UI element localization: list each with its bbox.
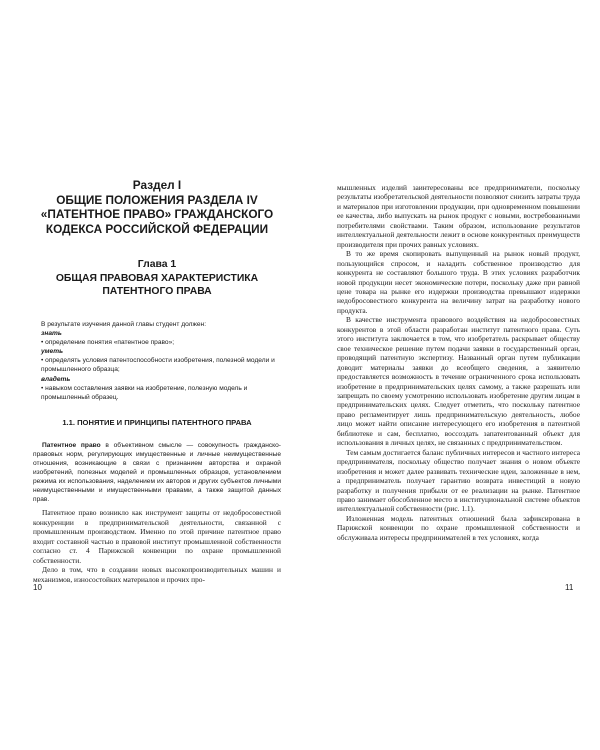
part-title-line: ОБЩИЕ ПОЛОЖЕНИЯ РАЗДЕЛА IV (56, 192, 258, 207)
body-paragraph: мышленных изделий заинтересованы все предприниматели, поскольку результаты изобретательской деятельности позволяют снизить затраты труда и материалов при изготовлении продукции, при одновременном повышении ее качества, либо выпускать на рынок продукт с новыми, востребованными потребителями свойствами. Таким образом, использование результатов интеллектуальной деятельности лежит в основе конкурентных преимуществ производителя при прочих равных условиях. (337, 183, 580, 249)
goals-able-label: уметь (41, 348, 63, 356)
right-text-column (337, 183, 580, 542)
part-title-line: «ПАТЕНТНОЕ ПРАВО» ГРАЖДАНСКОГО (40, 207, 274, 222)
section-title: 1.1. ПОНЯТИЕ И ПРИНЦИПЫ ПАТЕНТНОГО ПРАВА (62, 417, 252, 427)
chapter-title-line: ПАТЕНТНОГО ПРАВА (102, 285, 212, 297)
definition-rest: в объективном смысле — совокупность гражданско-правовых норм, регулирующих имущественные и личные неимущественные отношения, возникающие в связи с признанием авторства и охраной изобретений, полезных моделей и промышленных образцов, установлением режима их использования, наделением их авторов и других субъектов личными неимущественными и имущественными правами, а также защитой данных прав. (33, 441, 281, 504)
goals-master-item: • навыком составления заявки на изобретение, полезную модель и промышленный образец. (41, 384, 248, 401)
learning-goals (33, 320, 281, 402)
body-paragraph: В качестве инструмента правового воздействия на недобросовестных конкурентов в этой области разработан институт патентного права. Суть этого института заключается в том, что изобретатель раскрывает обществу свое техническое решение путем подачи заявки в государственный орган, проводящий патентную экспертизу. Названный орган путем публикации доводит материалы заявки до всеобщего сведения, а заявителю предоставляется возможность в течение ограниченного срока использовать изобретение в предпринимательских целях самому, а также разрешать или запрещать по своему усмотрению использовать изобретение другим лицам в предпринимательских целях. Следует отметить, что поскольку патентное право регламентирует лишь предпринимательскую деятельность, любое лицо может найти описание интересующего его изобретения в патентной библиотеке и сам, бесплатно, воссоздать запатентованный объект для использования в личных целях, не связанных с предпринимательством. (337, 315, 580, 448)
part-title (33, 178, 281, 236)
body-paragraph: Патентное право возникло как инструмент защиты от недобросовестной конкуренции в предпринимательской деятельности, связанной с промышленным производством. Именно по этой причине патентное право входит составной частью в правовой институт промышленной собственности согласно ст. 4 Парижской конвенции по охране промышленной собственности. (33, 508, 281, 565)
goals-master-label: владеть (41, 375, 71, 383)
goals-know-label: знать (41, 330, 62, 338)
right-page (300, 0, 600, 750)
definition-paragraph (33, 441, 281, 505)
page-number: 11 (565, 583, 574, 592)
chapter-title (33, 258, 281, 298)
body-paragraph: В то же время скопировать выпущенный на рынок новый продукт, пользующийся спросом, и наладить собственное производство для конкурента не составляют большого труда. В этих условиях разработчик новой продукции несет экономические потери, поскольку даже при равной цене товара на рынке его издержки производства превышают издержки недобросовестного конкурента на величину затрат на разработку нового продукта. (337, 249, 580, 315)
part-title-line: Раздел I (132, 178, 182, 192)
part-title-line: КОДЕКСА РОССИЙСКОЙ ФЕДЕРАЦИИ (45, 221, 269, 236)
chapter-title-line: ОБЩАЯ ПРАВОВАЯ ХАРАКТЕРИСТИКА (55, 272, 259, 284)
goals-able-item: • определять условия патентоспособности изобретения, полезной модели и промышленного образца; (41, 357, 275, 374)
goals-intro: В результате изучения данной главы студент должен: (41, 320, 207, 328)
goals-know-item: • определение понятия «патентное право»; (41, 339, 175, 347)
body-paragraph: Дело в том, что в создании новых высокопроизводительных машин и механизмов, износостойких материалов и прочих про- (33, 565, 281, 584)
body-paragraph: Изложенная модель патентных отношений была зафиксирована в Парижской конвенции по охране промышленной собственности и обслуживала интересы предпринимателей в тех условиях, когда (337, 513, 580, 542)
body-paragraph: Тем самым достигается баланс публичных интересов и частного интереса предпринимателя, поскольку общество получает знания о новом объекте изобретения и может далее развивать технические идеи, заложенные в нем, а предприниматель получает гарантию возврата инвестиций в новую разработку и получения прибыли от ее реализации на рынке. Патентное право занимает обособленное место в институциональной системе объектов интеллектуальной собственности (рис. 1.1). (337, 447, 580, 514)
page-number: 10 (33, 583, 42, 592)
definition-term: Патентное право (42, 441, 101, 449)
left-text-column (33, 178, 281, 584)
chapter-title-line: Глава 1 (137, 259, 177, 271)
